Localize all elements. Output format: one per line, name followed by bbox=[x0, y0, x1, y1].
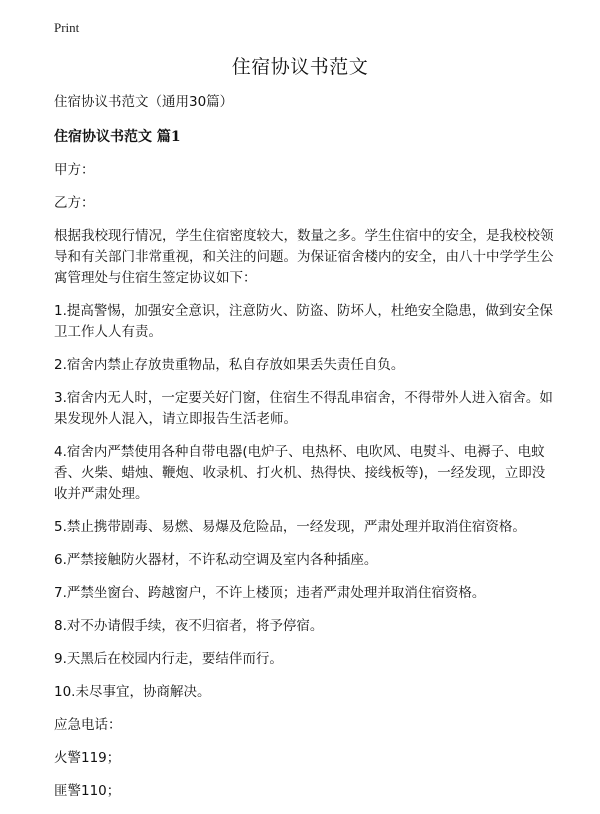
clause-4: 4.宿舍内严禁使用各种自带电器(电炉子、电热杯、电吹风、电熨斗、电褥子、电蚊香、火柴、蜡烛、鞭炮、收录机、打火机、热得快、接线板等)，一经发现，立即没收并严肃处理。 bbox=[54, 444, 546, 502]
clause-5: 5.禁止携带剧毒、易燃、易爆及危险品，一经发现，严肃处理并取消住宿资格。 bbox=[54, 519, 526, 535]
section-heading: 住宿协议书范文 篇1 bbox=[54, 129, 181, 145]
clause-2: 2.宿舍内禁止存放贵重物品，私自存放如果丢失责任自负。 bbox=[54, 357, 405, 373]
fire-phone: 火警119； bbox=[54, 750, 121, 766]
clause-8: 8.对不办请假手续，夜不归宿者，将予停宿。 bbox=[54, 618, 324, 634]
document-subtitle: 住宿协议书范文（通用30篇） bbox=[54, 94, 234, 110]
clause-1: 1.提高警惕，加强安全意识，注意防火、防盗、防坏人，杜绝安全隐患，做到安全保卫工作人人有责。 bbox=[54, 303, 553, 340]
clause-9: 9.天黑后在校园内行走，要结伴而行。 bbox=[54, 651, 283, 667]
party-a-line: 甲方： bbox=[54, 162, 95, 178]
clause-6: 6.严禁接触防火器材，不许私动空调及室内各种插座。 bbox=[54, 552, 378, 568]
intro-paragraph: 根据我校现行情况，学生住宿密度较大，数量之多。学生住宿中的安全，是我校校领导和有关部门非常重视，和关注的问题。为保证宿舍楼内的安全，由八十中学学生公寓管理处与住宿生签定协议如下： bbox=[54, 228, 554, 286]
print-link[interactable]: Print bbox=[54, 20, 80, 35]
document-title: 住宿协议书范文 bbox=[231, 56, 369, 78]
clause-7: 7.严禁坐窗台、跨越窗户，不许上楼顶；违者严肃处理并取消住宿资格。 bbox=[54, 585, 486, 601]
party-b-line: 乙方： bbox=[54, 195, 95, 211]
clause-3: 3.宿舍内无人时，一定要关好门窗，住宿生不得乱串宿舍，不得带外人进入宿舍。如果发现外人混入，请立即报告生活老师。 bbox=[54, 390, 553, 427]
police-phone: 匪警110； bbox=[54, 783, 121, 799]
clause-10: 10.未尽事宜，协商解决。 bbox=[54, 684, 211, 700]
emergency-heading: 应急电话： bbox=[54, 717, 122, 733]
document-body bbox=[54, 92, 554, 814]
